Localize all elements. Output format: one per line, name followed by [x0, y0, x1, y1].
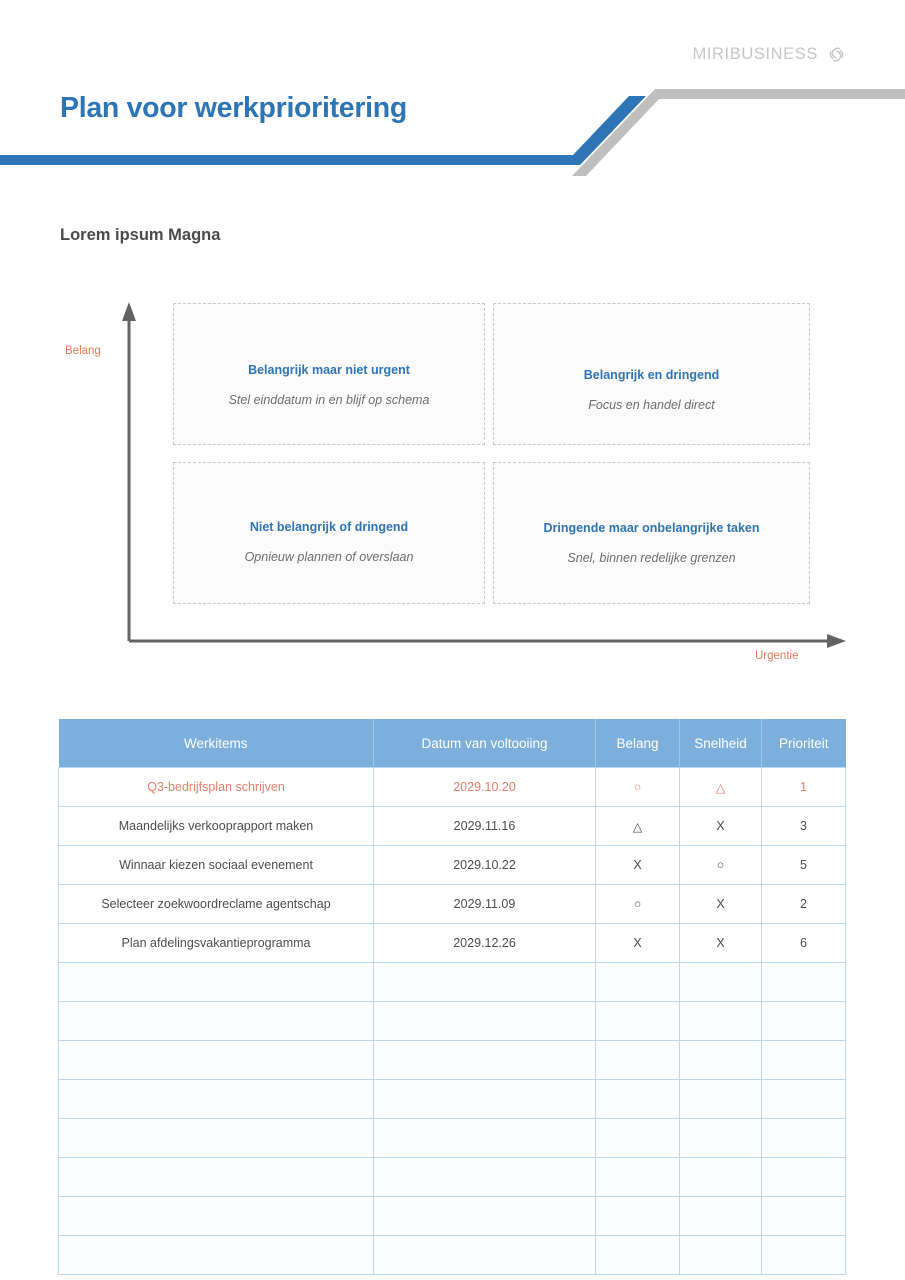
cell-prioriteit[interactable]: 1 — [762, 768, 846, 807]
quadrant-urgent-not-important[interactable] — [493, 462, 810, 604]
cell-belang[interactable]: X — [596, 924, 680, 963]
cell-snelheid-empty[interactable] — [680, 1041, 762, 1080]
cell-werkitem[interactable]: Plan afdelingsvakantieprogramma — [59, 924, 374, 963]
quadrant-title: Dringende maar onbelangrijke taken — [543, 521, 760, 535]
cell-werkitem-empty[interactable] — [59, 1158, 374, 1197]
cell-snelheid[interactable]: △ — [680, 768, 762, 807]
cell-belang-empty[interactable] — [596, 1119, 680, 1158]
cell-werkitem-empty[interactable] — [59, 1002, 374, 1041]
cell-werkitem-empty[interactable] — [59, 1041, 374, 1080]
matrix-x-axis-label: Urgentie — [755, 650, 799, 662]
table-row[interactable] — [59, 768, 846, 807]
cell-snelheid-empty[interactable] — [680, 1158, 762, 1197]
header-decoration — [0, 0, 905, 180]
cell-snelheid-empty[interactable] — [680, 1197, 762, 1236]
page-header — [0, 0, 905, 180]
cell-snelheid-empty[interactable] — [680, 963, 762, 1002]
cell-datum[interactable]: 2029.11.09 — [374, 885, 596, 924]
quadrant-title: Belangrijk en dringend — [583, 368, 720, 382]
ribbon-logo-icon — [826, 44, 847, 65]
table-row-empty[interactable] — [59, 1041, 846, 1080]
cell-belang[interactable]: △ — [596, 807, 680, 846]
cell-datum[interactable]: 2029.11.16 — [374, 807, 596, 846]
cell-snelheid[interactable]: X — [680, 924, 762, 963]
column-header-belang[interactable]: Belang — [596, 719, 680, 768]
table-row-empty[interactable] — [59, 1002, 846, 1041]
cell-werkitem-empty[interactable] — [59, 1080, 374, 1119]
column-header-prioriteit[interactable]: Prioriteit — [762, 719, 846, 768]
brand-name: MIRIBUSINESS — [692, 45, 818, 63]
cell-belang-empty[interactable] — [596, 1080, 680, 1119]
cell-prioriteit-empty[interactable] — [762, 1119, 846, 1158]
cell-belang-empty[interactable] — [596, 1197, 680, 1236]
table-row[interactable] — [59, 924, 846, 963]
section-title: Lorem ipsum Magna — [60, 226, 221, 244]
cell-belang[interactable]: X — [596, 846, 680, 885]
cell-datum-empty[interactable] — [374, 1002, 596, 1041]
cell-belang-empty[interactable] — [596, 1236, 680, 1275]
cell-belang-empty[interactable] — [596, 1041, 680, 1080]
cell-datum-empty[interactable] — [374, 1119, 596, 1158]
cell-belang-empty[interactable] — [596, 963, 680, 1002]
cell-belang[interactable]: ○ — [596, 768, 680, 807]
cell-werkitem[interactable]: Maandelijks verkooprapport maken — [59, 807, 374, 846]
cell-datum[interactable]: 2029.12.26 — [374, 924, 596, 963]
quadrant-not-important-not-urgent[interactable] — [173, 462, 485, 604]
quadrant-important-not-urgent[interactable] — [173, 303, 485, 445]
quadrant-subtitle: Snel, binnen redelijke grenzen — [567, 551, 736, 565]
table-body — [59, 768, 846, 1275]
quadrant-subtitle: Focus en handel direct — [588, 398, 715, 412]
cell-datum-empty[interactable] — [374, 1158, 596, 1197]
eisenhower-matrix — [55, 295, 855, 675]
cell-snelheid-empty[interactable] — [680, 1119, 762, 1158]
cell-datum[interactable]: 2029.10.22 — [374, 846, 596, 885]
cell-werkitem[interactable]: Selecteer zoekwoordreclame agentschap — [59, 885, 374, 924]
page-title: Plan voor werkprioritering — [60, 92, 407, 124]
cell-snelheid[interactable]: ○ — [680, 846, 762, 885]
quadrant-subtitle: Stel einddatum in en blijf op schema — [228, 393, 430, 407]
brand-logo — [693, 44, 847, 65]
quadrant-subtitle: Opnieuw plannen of overslaan — [244, 550, 414, 564]
cell-werkitem[interactable]: Q3-bedrijfsplan schrijven — [59, 768, 374, 807]
matrix-y-axis-label: Belang — [65, 345, 101, 357]
cell-datum-empty[interactable] — [374, 1197, 596, 1236]
cell-werkitem[interactable]: Winnaar kiezen sociaal evenement — [59, 846, 374, 885]
column-header-datum[interactable]: Datum van voltooiing — [374, 719, 596, 768]
quadrant-title: Niet belangrijk of dringend — [249, 520, 409, 534]
cell-prioriteit-empty[interactable] — [762, 1158, 846, 1197]
cell-prioriteit-empty[interactable] — [762, 1002, 846, 1041]
cell-snelheid-empty[interactable] — [680, 1236, 762, 1275]
cell-belang-empty[interactable] — [596, 1002, 680, 1041]
table-row-empty[interactable] — [59, 1119, 846, 1158]
cell-belang-empty[interactable] — [596, 1158, 680, 1197]
cell-werkitem-empty[interactable] — [59, 963, 374, 1002]
table-row-empty[interactable] — [59, 1197, 846, 1236]
cell-prioriteit-empty[interactable] — [762, 1080, 846, 1119]
quadrant-important-and-urgent[interactable] — [493, 303, 810, 445]
cell-prioriteit[interactable]: 5 — [762, 846, 846, 885]
column-header-snelheid[interactable]: Snelheid — [680, 719, 762, 768]
table-row[interactable] — [59, 807, 846, 846]
quadrant-title: Belangrijk maar niet urgent — [248, 363, 410, 377]
cell-datum-empty[interactable] — [374, 963, 596, 1002]
column-header-werkitems[interactable]: Werkitems — [59, 719, 374, 768]
cell-prioriteit-empty[interactable] — [762, 1236, 846, 1275]
cell-datum[interactable]: 2029.10.20 — [374, 768, 596, 807]
cell-werkitem-empty[interactable] — [59, 1197, 374, 1236]
cell-prioriteit-empty[interactable] — [762, 1041, 846, 1080]
cell-datum-empty[interactable] — [374, 1080, 596, 1119]
cell-prioriteit[interactable]: 6 — [762, 924, 846, 963]
table-row[interactable] — [59, 885, 846, 924]
table-row-empty[interactable] — [59, 1158, 846, 1197]
cell-snelheid[interactable]: X — [680, 807, 762, 846]
table-row-empty[interactable] — [59, 963, 846, 1002]
table-row-empty[interactable] — [59, 1080, 846, 1119]
cell-snelheid-empty[interactable] — [680, 1002, 762, 1041]
cell-snelheid[interactable]: X — [680, 885, 762, 924]
work-items-table — [58, 719, 846, 1275]
cell-werkitem-empty[interactable] — [59, 1119, 374, 1158]
cell-datum-empty[interactable] — [374, 1041, 596, 1080]
cell-werkitem-empty[interactable] — [59, 1236, 374, 1275]
cell-snelheid-empty[interactable] — [680, 1080, 762, 1119]
cell-datum-empty[interactable] — [374, 1236, 596, 1275]
cell-prioriteit[interactable]: 2 — [762, 885, 846, 924]
table-row-empty[interactable] — [59, 1236, 846, 1275]
cell-belang[interactable]: ○ — [596, 885, 680, 924]
table-row[interactable] — [59, 846, 846, 885]
cell-prioriteit[interactable]: 3 — [762, 807, 846, 846]
cell-prioriteit-empty[interactable] — [762, 963, 846, 1002]
table-header-row — [59, 719, 846, 768]
cell-prioriteit-empty[interactable] — [762, 1197, 846, 1236]
